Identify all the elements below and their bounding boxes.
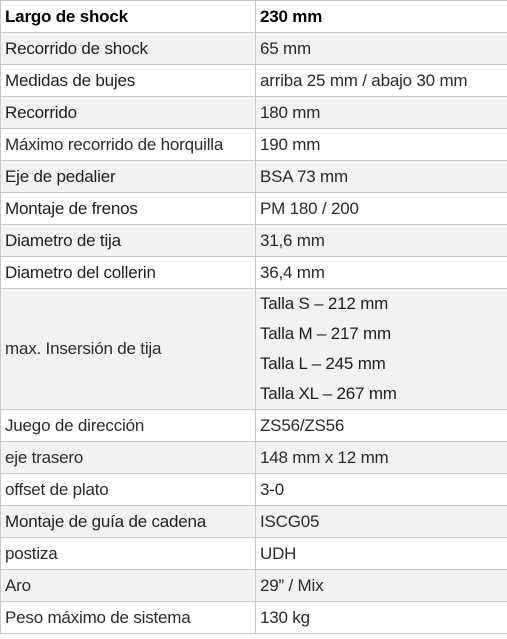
size-xl-insertion: Talla XL – 267 mm <box>260 384 397 403</box>
spec-value: ZS56/ZS56 <box>256 410 507 442</box>
spec-value: 3-0 <box>256 474 507 506</box>
table-row <box>1 193 507 225</box>
spec-label: Montaje de guía de cadena <box>1 506 256 538</box>
spec-label: max. Insersión de tija <box>1 289 256 410</box>
table-row <box>1 538 507 570</box>
spec-label: Medidas de bujes <box>1 65 256 97</box>
spec-value: 180 mm <box>256 97 507 129</box>
table-row <box>1 225 507 257</box>
size-s-insertion: Talla S – 212 mm <box>260 294 389 313</box>
table-row <box>1 97 507 129</box>
spec-label: Diametro de tija <box>1 225 256 257</box>
spec-label: postiza <box>1 538 256 570</box>
table-row <box>1 161 507 193</box>
spec-label: offset de plato <box>1 474 256 506</box>
spec-label: Recorrido <box>1 97 256 129</box>
table-row <box>1 257 507 289</box>
spec-value: PM 180 / 200 <box>256 193 507 225</box>
table-row <box>1 65 507 97</box>
spec-value: 29” / Mix <box>256 570 507 602</box>
spec-label: Juego de dirección <box>1 410 256 442</box>
spec-value: 130 kg <box>256 602 507 634</box>
table-row <box>1 442 507 474</box>
spec-value: 31,6 mm <box>256 225 507 257</box>
seatpost-insertion-values <box>256 289 507 410</box>
table-row <box>1 129 507 161</box>
table-row <box>1 474 507 506</box>
spec-label: Máximo recorrido de horquilla <box>1 129 256 161</box>
spec-label: Peso máximo de sistema <box>1 602 256 634</box>
table-row <box>1 33 507 65</box>
size-m-insertion: Talla M – 217 mm <box>260 324 391 343</box>
size-l-insertion: Talla L – 245 mm <box>260 354 386 373</box>
spec-label: Montaje de frenos <box>1 193 256 225</box>
spec-value: 190 mm <box>256 129 507 161</box>
spec-label: Eje de pedalier <box>1 161 256 193</box>
table-row <box>1 602 507 634</box>
table-row <box>1 570 507 602</box>
table-row <box>1 506 507 538</box>
spec-label: Recorrido de shock <box>1 33 256 65</box>
table-row <box>1 289 507 410</box>
table-row <box>1 410 507 442</box>
spec-value: 148 mm x 12 mm <box>256 442 507 474</box>
spec-value: 230 mm <box>256 1 507 33</box>
spec-label: Largo de shock <box>1 1 256 33</box>
table-row <box>1 1 507 33</box>
spec-value: arriba 25 mm / abajo 30 mm <box>256 65 507 97</box>
spec-label: Diametro del collerin <box>1 257 256 289</box>
spec-value: UDH <box>256 538 507 570</box>
spec-label: Aro <box>1 570 256 602</box>
spec-label: eje trasero <box>1 442 256 474</box>
spec-value: ISCG05 <box>256 506 507 538</box>
spec-value: BSA 73 mm <box>256 161 507 193</box>
spec-value: 65 mm <box>256 33 507 65</box>
spec-value: 36,4 mm <box>256 257 507 289</box>
